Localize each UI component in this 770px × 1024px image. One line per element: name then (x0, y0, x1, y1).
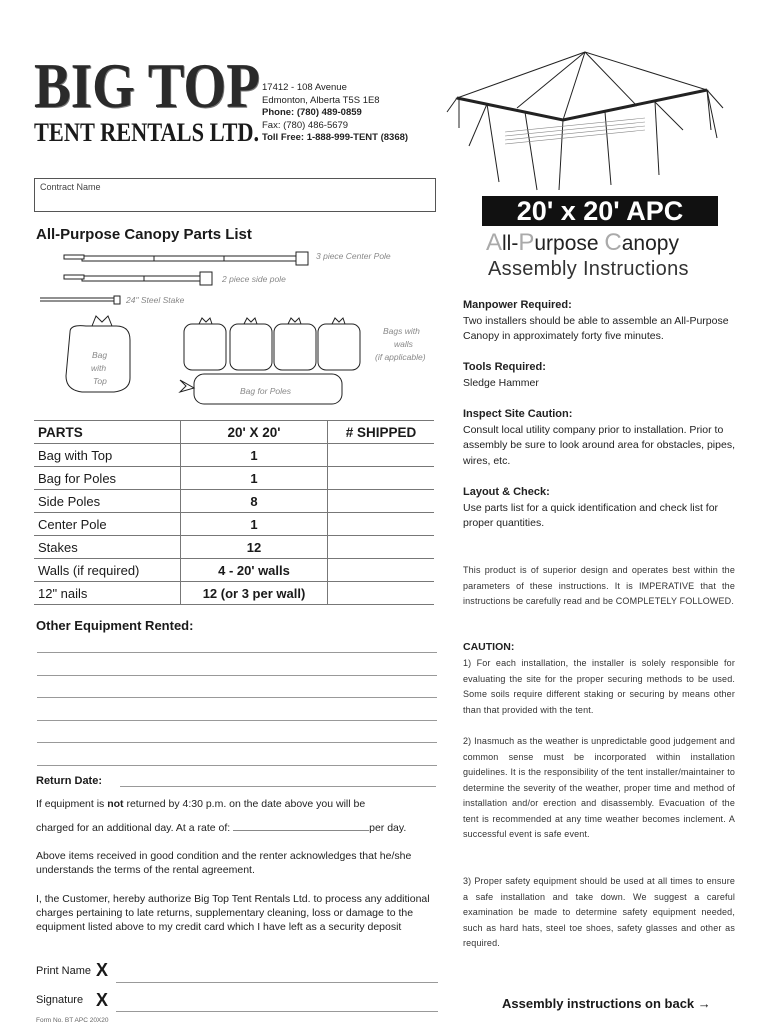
other-equipment-line-2[interactable] (37, 675, 437, 676)
shipped-cell[interactable] (328, 467, 435, 490)
caution-item-2: 2) Inasmuch as the weather is unpredictable good judgement and common sense must be incorporated within installation guidelines. It is the responsibility of the tent installer/maintainer to determine the severity of the weather, proper time and method of installation and/or erection and disassembly. Evacuation of the tent is recommended at any time weather becomes inclement. A successful event is safe event. (463, 736, 735, 839)
part-quantity: 1 (181, 444, 328, 467)
shipped-cell[interactable] (328, 513, 435, 536)
signature-label: Signature (36, 994, 84, 1006)
part-quantity: 1 (181, 467, 328, 490)
inspect-section (463, 407, 735, 469)
authorization-text: I, the Customer, hereby authorize Big Top Tent Rentals Ltd. to process any additional charges pertaining to late returns, supplementary cleaning, loss or damage to the equipment listed above to my credit card which I have left as a security deposit (36, 893, 430, 933)
assembly-instructions-heading: Assembly Instructions (488, 258, 689, 280)
bag-for-poles-label: Bag for Poles (240, 386, 292, 396)
center-pole-drawing (82, 256, 304, 261)
caution-section (463, 640, 735, 656)
return-terms-line-1 (36, 797, 436, 811)
part-name: Center Pole (34, 513, 181, 536)
subtitle-initial-a: A (486, 229, 503, 256)
superior-design-text: This product is of superior design and operates best within the parameters of these instructions. It is IMPERATIVE that the instructions be carefully read and be COMPLETELY FOLLOWED. (463, 565, 735, 606)
part-name: Bag with Top (34, 444, 181, 467)
signature-field[interactable] (116, 1011, 438, 1012)
form-number: Form No. BT APC 20X20 (36, 1017, 109, 1024)
part-quantity: 1 (181, 513, 328, 536)
size-column-header: 20' X 20' (181, 421, 328, 444)
part-name: Walls (if required) (34, 559, 181, 582)
shipped-cell[interactable] (328, 536, 435, 559)
toll-free-number: Toll Free: 1-888-999-TENT (8368) (262, 132, 409, 143)
manpower-section (463, 298, 735, 345)
subtitle-part-2: urpose (534, 232, 605, 255)
parts-table-header-row (34, 421, 434, 444)
company-logo-subname: TENT RENTALS LTD. (34, 118, 260, 147)
return-date-field[interactable] (120, 786, 436, 787)
caution-item-1: 1) For each installation, the installer is solely responsible for evaluating the site for the proper securing methods to be used. Some soils require different staking or securing by means other than that provided with the tent. (463, 658, 735, 715)
table-row (34, 467, 434, 490)
acknowledgement-text: Above items received in good condition and the renter acknowledges that he/she understands the terms of the rental agreement. (36, 850, 412, 876)
layout-text: Use parts list for a quick identification and check list for proper quantities. (463, 501, 719, 529)
contract-name-label: Contract Name (40, 182, 101, 192)
other-equipment-line-3[interactable] (37, 697, 437, 698)
rate-text: charged for an additional day. At a rate of: (36, 822, 234, 834)
tools-text: Sledge Hammer (463, 376, 539, 389)
return-date-label: Return Date: (36, 775, 103, 787)
table-row (34, 490, 434, 513)
table-row (34, 444, 434, 467)
other-equipment-line-5[interactable] (37, 742, 437, 743)
shipped-cell[interactable] (328, 559, 435, 582)
per-day-text: per day. (369, 822, 407, 834)
shipped-column-header: # SHIPPED (328, 421, 435, 444)
tent-illustration (445, 50, 725, 195)
bag-with-top-label-2: with (91, 363, 107, 373)
part-quantity: 4 - 20' walls (181, 559, 328, 582)
inspect-text: Consult local utility company prior to installation. Prior to assembly be sure to look around area for obstacles, pipes, wires, etc. (463, 423, 735, 467)
shipped-cell[interactable] (328, 582, 435, 605)
side-pole-label: 2 piece side pole (222, 274, 286, 284)
address-line-1: 17412 - 108 Avenue (262, 82, 347, 93)
table-row (34, 513, 434, 536)
return-terms-text-a: If equipment is (36, 798, 108, 810)
subtitle-initial-c: C (604, 229, 622, 256)
other-equipment-line-4[interactable] (37, 720, 437, 721)
center-pole-label: 3 piece Center Pole (316, 251, 391, 261)
bag-with-top-label-3: Top (93, 376, 107, 386)
product-title: 20' x 20' APC (482, 196, 718, 226)
parts-table (34, 420, 434, 605)
part-name: 12" nails (34, 582, 181, 605)
tools-heading: Tools Required: (463, 361, 546, 373)
print-name-field[interactable] (116, 982, 438, 983)
manpower-text: Two installers should be able to assemble an All-Purpose Canopy in approximately forty five minutes. (463, 314, 729, 342)
other-equipment-heading: Other Equipment Rented: (36, 618, 194, 633)
company-logo-name: BIG TOP (34, 50, 260, 121)
assembly-on-back-note: Assembly instructions on back → (502, 996, 711, 1011)
return-terms-line-2 (36, 820, 441, 835)
part-name: Stakes (34, 536, 181, 559)
bags-with-walls-label-3: (if applicable) (375, 352, 426, 362)
phone-number: Phone: (780) 489-0859 (262, 107, 362, 118)
address-line-2: Edmonton, Alberta T5S 1E8 (262, 94, 380, 106)
subtitle-part-3: anopy (621, 232, 679, 255)
parts-column-header: PARTS (34, 421, 181, 444)
bags-with-walls-label-2: walls (394, 339, 413, 349)
stake-label: 24" Steel Stake (126, 295, 185, 305)
print-name-x-mark: X (96, 960, 109, 980)
print-name-label: Print Name (36, 965, 92, 977)
part-quantity: 8 (181, 490, 328, 513)
table-row (34, 559, 434, 582)
fax-number: Fax: (780) 486-5679 (262, 119, 349, 131)
subtitle-initial-p: P (518, 229, 535, 256)
rate-field[interactable] (233, 820, 369, 831)
caution-heading: CAUTION: (463, 641, 515, 653)
bag-with-top-label-1: Bag (92, 350, 108, 360)
other-equipment-line-1[interactable] (37, 652, 437, 653)
tools-section (463, 360, 735, 391)
shipped-cell[interactable] (328, 490, 435, 513)
inspect-heading: Inspect Site Caution: (463, 408, 573, 420)
company-address-block (262, 82, 408, 145)
part-quantity: 12 (181, 536, 328, 559)
layout-heading: Layout & Check: (463, 486, 550, 498)
caution-item-3: 3) Proper safety equipment should be used at all times to ensure a safe installation and take down. We suggest a careful examination be made to determine safety equipment needed, such as hard hats, steel toe shoes, safety glasses and other as required. (463, 876, 735, 948)
other-equipment-line-6[interactable] (37, 765, 437, 766)
parts-illustration (34, 246, 444, 416)
parts-list-heading: All-Purpose Canopy Parts List (36, 226, 252, 243)
layout-section (463, 485, 735, 532)
part-quantity: 12 (or 3 per wall) (181, 582, 328, 605)
part-name: Bag for Poles (34, 467, 181, 490)
manpower-heading: Manpower Required: (463, 299, 572, 311)
shipped-cell[interactable] (328, 444, 435, 467)
part-name: Side Poles (34, 490, 181, 513)
bags-with-walls-label-1: Bags with (383, 326, 420, 336)
return-terms-text-b: returned by 4:30 p.m. on the date above you will be (123, 798, 366, 810)
signature-x-mark: X (96, 990, 109, 1010)
product-subtitle (486, 230, 679, 257)
table-row (34, 536, 434, 559)
return-terms-emphasis: not (107, 798, 124, 810)
table-row (34, 582, 434, 605)
subtitle-part-1: ll- (502, 232, 519, 255)
